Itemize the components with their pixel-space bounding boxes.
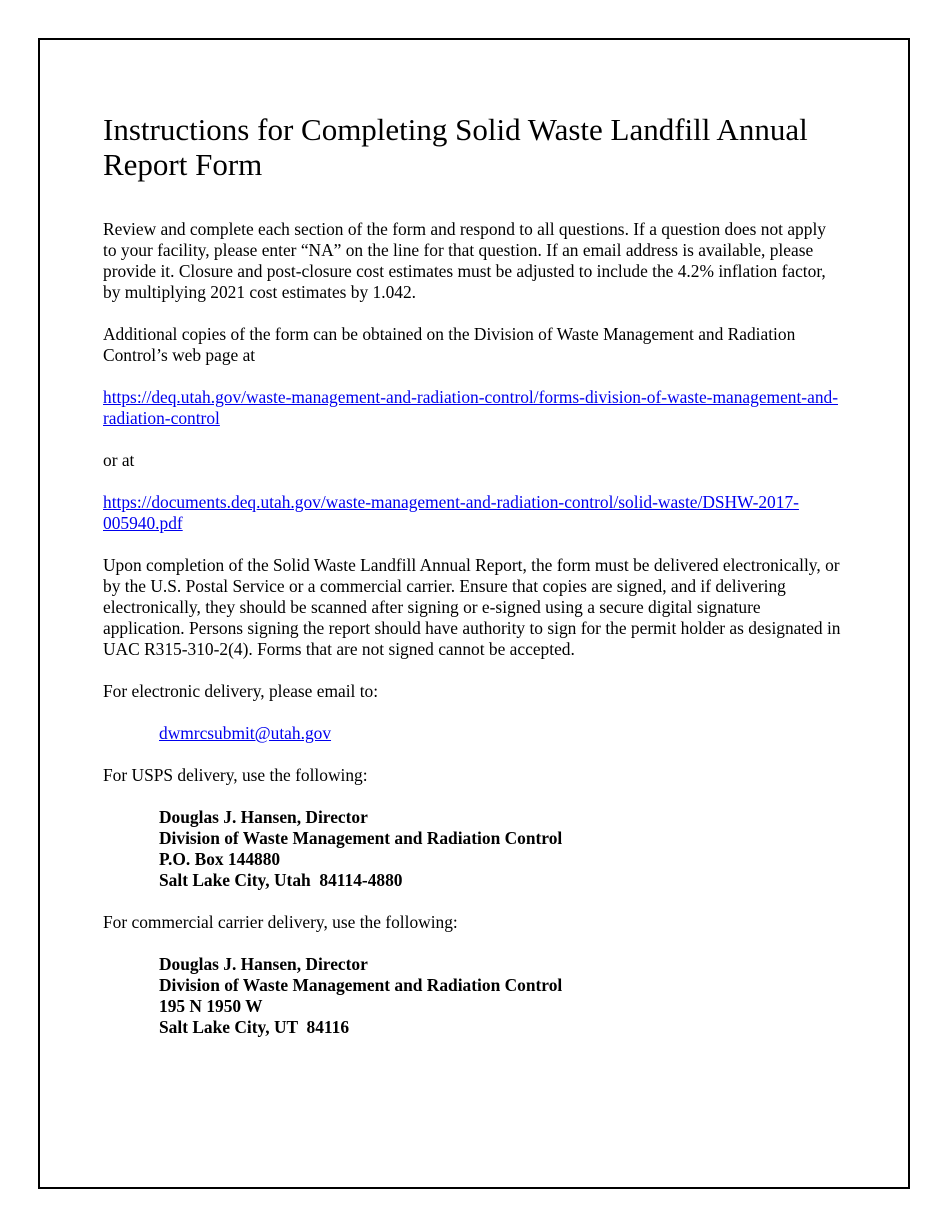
commercial-address-line: Salt Lake City, UT 84116 [159,1017,350,1037]
usps-address-line: Division of Waste Management and Radiation Control [159,828,563,848]
completion-paragraph: Upon completion of the Solid Waste Landfill Annual Report, the form must be delivered electronically, or by the U.S. Postal Service or a commercial carrier. Ensure that copies are signed, and if delivering electronically, they should be scanned after signing or e-signed using a secure digital signature application. Persons signing the report should have authority to sign for the permit holder as designated in UAC R315-310-2(4). Forms that are not signed cannot be accepted. [103,555,841,659]
commercial-address-line: 195 N 1950 W [159,996,263,1016]
commercial-delivery-text: For commercial carrier delivery, use the following: [103,912,458,932]
usps-delivery-text: For USPS delivery, use the following: [103,765,368,785]
commercial-address-line: Division of Waste Management and Radiation Control [159,975,563,995]
electronic-delivery-text: For electronic delivery, please email to: [103,681,379,701]
page-title: Instructions for Completing Solid Waste Landfill Annual Report Form [103,112,808,182]
forms-page-link[interactable]: https://deq.utah.gov/waste-management-and-radiation-control/forms-division-of-waste-management-and-radiation-control [103,387,839,428]
commercial-address-block [159,954,843,1038]
commercial-address-line: Douglas J. Hansen, Director [159,954,368,974]
intro-paragraph: Review and complete each section of the form and respond to all questions. If a question does not apply to your facility, please enter “NA” on the line for that question. If an email address is available, please provide it. Closure and post-closure cost estimates must be adjusted to include the 4.2% inflation factor, by multiplying 2021 cost estimates by 1.042. [103,219,826,302]
usps-address-line: P.O. Box 144880 [159,849,281,869]
usps-address-block [159,807,843,891]
pdf-link-paragraph [103,492,843,534]
forms-link-paragraph [103,387,843,429]
usps-address-line: Salt Lake City, Utah 84114-4880 [159,870,403,890]
copies-paragraph: Additional copies of the form can be obtained on the Division of Waste Management and Radiation Control’s web page at [103,324,796,365]
email-paragraph [159,723,843,744]
or-at-text: or at [103,450,135,470]
pdf-form-link[interactable]: https://documents.deq.utah.gov/waste-management-and-radiation-control/solid-waste/DSHW-2017-005940.pdf [103,492,799,533]
document-body [103,112,843,1059]
submit-email-link[interactable]: dwmrcsubmit@utah.gov [159,723,332,743]
usps-address-line: Douglas J. Hansen, Director [159,807,368,827]
